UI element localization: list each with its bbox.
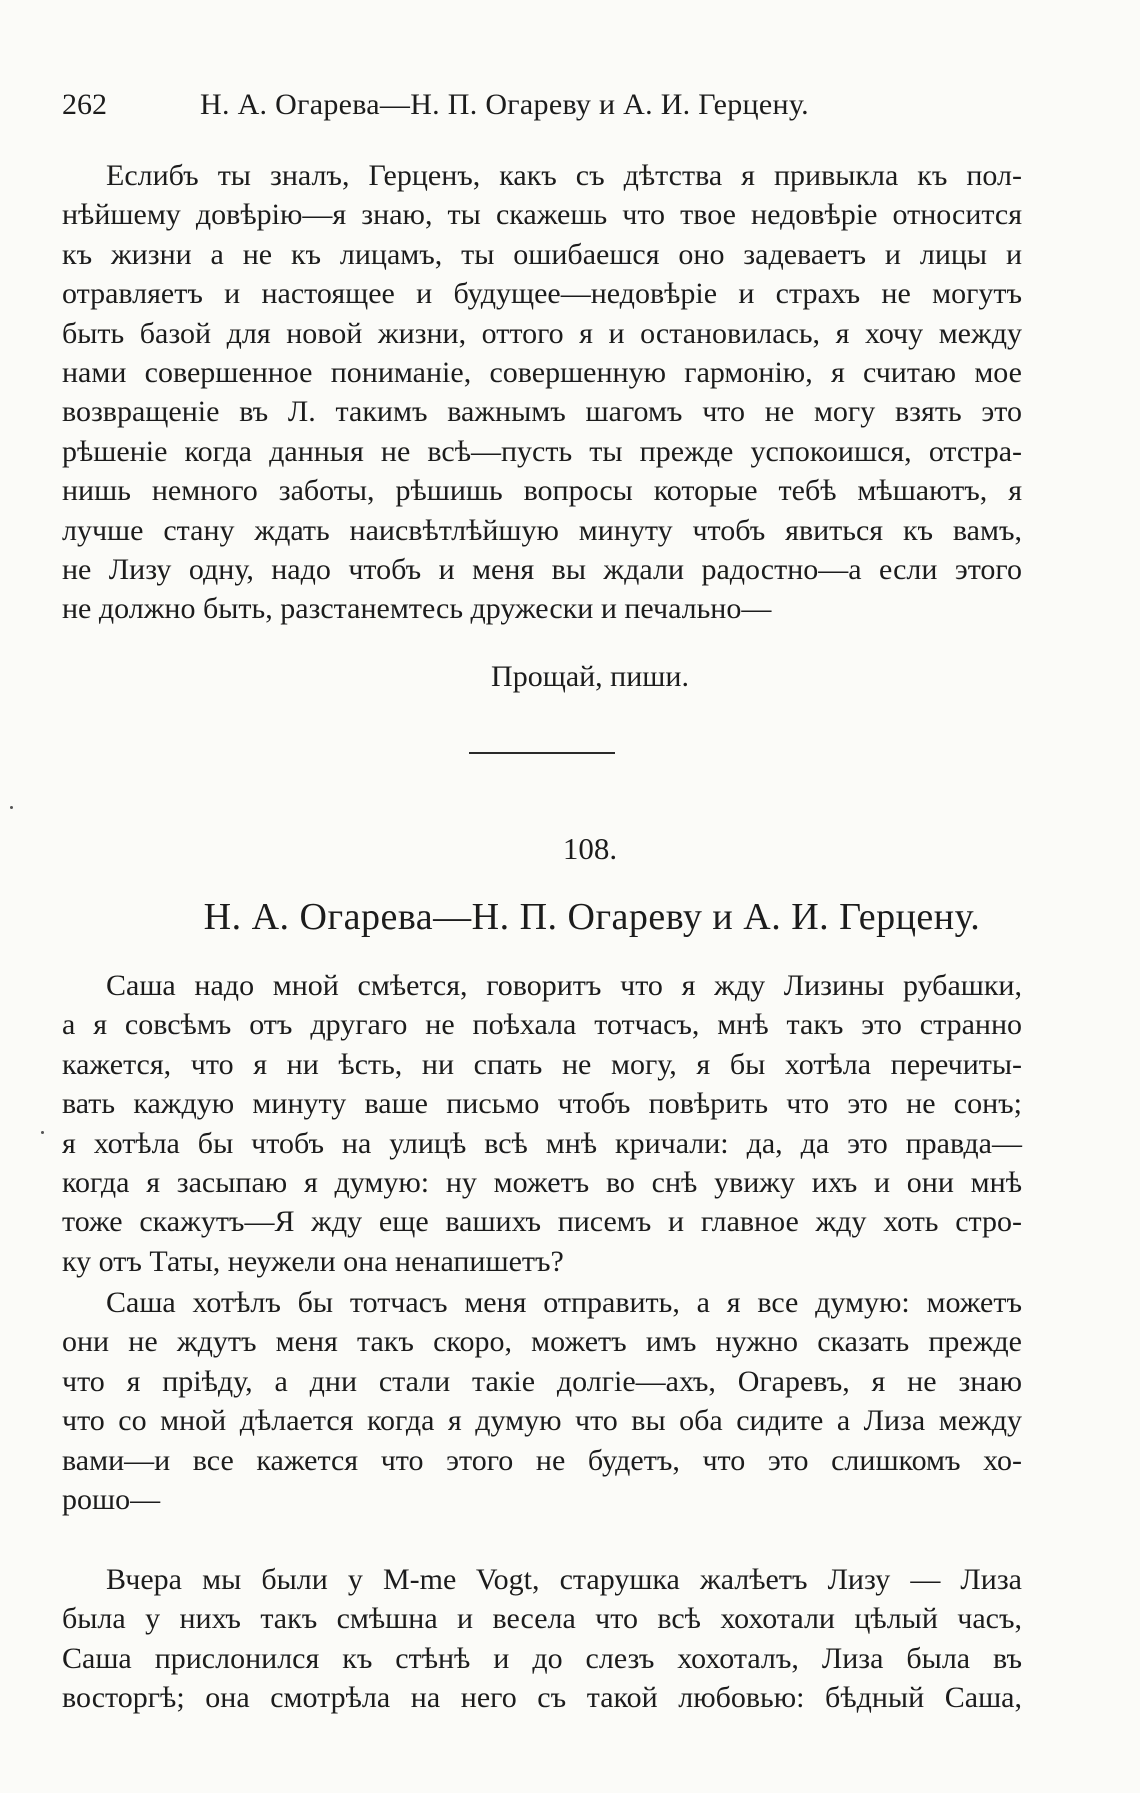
text-line: возвращеніе въ Л. такимъ важнымъ шагомъ что не могу взять это bbox=[62, 395, 1022, 429]
text-line: тоже скажутъ—Я жду еще вашихъ писемъ и главное жду хоть стро- bbox=[62, 1205, 1022, 1239]
text-line: вами—и все кажется что этого не будетъ, что это слишкомъ хо- bbox=[62, 1443, 1022, 1477]
text-line: рошо— bbox=[62, 1482, 161, 1516]
text-line: восторгѣ; она смотрѣла на него съ такой любовью: бѣдный Саша, bbox=[62, 1681, 1022, 1715]
print-speck bbox=[10, 806, 13, 809]
text-line: не должно быть, разстанемтесь дружески и печально— bbox=[62, 592, 772, 626]
text-line: они не ждутъ меня такъ скоро, можетъ имъ нужно сказать прежде bbox=[62, 1325, 1022, 1359]
running-title: Н. А. Огарева—Н. П. Огареву и А. И. Герцену. bbox=[200, 88, 809, 121]
text-line: я хотѣла бы чтобъ на улицѣ всѣ мнѣ кричали: да, да это правда— bbox=[62, 1126, 1022, 1160]
page-number: 262 bbox=[62, 88, 107, 121]
text-line: Вчера мы были у M-me Vogt, старушка жалѣетъ Лизу — Лиза bbox=[106, 1563, 1022, 1596]
section-divider bbox=[469, 752, 615, 754]
text-line: Еслибъ ты зналъ, Герценъ, какъ съ дѣтства я привыкла къ пол- bbox=[106, 159, 1022, 192]
page-header bbox=[62, 88, 1022, 128]
text-line: Саша надо мной смѣется, говоритъ что я жду Лизины рубашки, bbox=[106, 969, 1022, 1002]
text-line: нами совершенное пониманіе, совершенную гармонію, я считаю мое bbox=[62, 355, 1022, 389]
text-line: къ жизни а не къ лицамъ, ты ошибаешся оно задеваетъ и лицы и bbox=[62, 237, 1022, 271]
text-line: лучше стану ждать наисвѣтлѣйшую минуту чтобъ явиться къ вамъ, bbox=[62, 513, 1022, 547]
print-speck bbox=[41, 1131, 44, 1134]
letter-107-body bbox=[62, 156, 1022, 629]
text-line: Саша хотѣлъ бы тотчасъ меня отправить, а я все думую: можетъ bbox=[106, 1286, 1022, 1319]
text-line: была у нихъ такъ смѣшна и весела что всѣ хохотали цѣлый часъ, bbox=[62, 1602, 1022, 1636]
text-line: ку отъ Таты, неужели она ненапишетъ? bbox=[62, 1244, 564, 1278]
text-line: когда я засыпаю я думую: ну можетъ во снѣ увижу ихъ и они мнѣ bbox=[62, 1165, 1022, 1199]
text-line: быть базой для новой жизни, оттого я и остановилась, я хочу между bbox=[62, 316, 1022, 350]
text-line: не Лизу одну, надо чтобъ и меня вы ждали радостно—а если этого bbox=[62, 552, 1022, 586]
text-line: отравляетъ и настоящее и будущее—недовѣріе и страхъ не могутъ bbox=[62, 277, 1022, 311]
text-line: нишь немного заботы, рѣшишь вопросы которые тебѣ мѣшаютъ, я bbox=[62, 474, 1022, 508]
letter-number: 108. bbox=[562, 831, 618, 866]
text-line: кажется, что я ни ѣсть, ни спать не могу, я бы хотѣла перечиты- bbox=[62, 1047, 1022, 1081]
letter-108-paragraph-2 bbox=[62, 1283, 1022, 1519]
letter-title: Н. А. Огарева—Н. П. Огареву и А. И. Герцену. bbox=[203, 896, 981, 938]
text-line: нѣйшему довѣрію—я знаю, ты скажешь что твое недовѣріе относится bbox=[62, 198, 1022, 232]
text-line: вать каждую минуту ваше письмо чтобъ повѣрить что это не сонъ; bbox=[62, 1087, 1022, 1121]
text-line: что я пріѣду, а дни стали такіе долгіе—ахъ, Огаревъ, я не знаю bbox=[62, 1364, 1022, 1398]
letter-closing: Прощай, пиши. bbox=[491, 660, 689, 693]
text-line: рѣшеніе когда данныя не всѣ—пусть ты прежде успокоишся, отстра- bbox=[62, 434, 1022, 468]
letter-108-paragraph-3 bbox=[62, 1560, 1022, 1718]
letter-108-paragraph-1 bbox=[62, 966, 1022, 1281]
text-line: что со мной дѣлается когда я думую что вы оба сидите а Лиза между bbox=[62, 1404, 1022, 1438]
text-line: Саша прислонился къ стѣнѣ и до слезъ хохоталъ, Лиза была въ bbox=[62, 1641, 1022, 1675]
text-line: а я совсѣмъ отъ другаго не поѣхала тотчасъ, мнѣ такъ это странно bbox=[62, 1008, 1022, 1042]
